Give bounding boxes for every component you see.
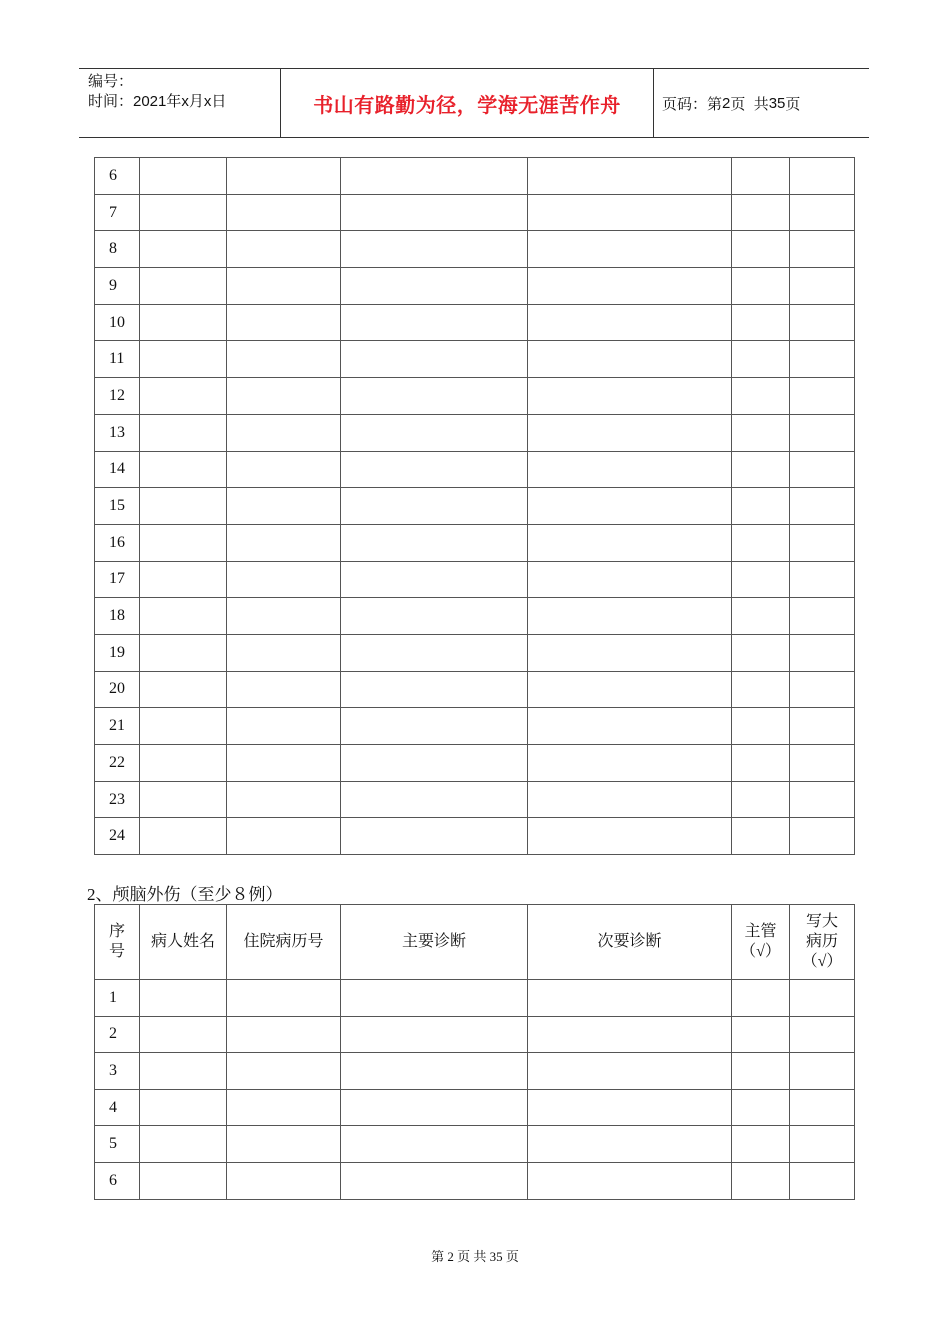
seq-cell: 21 bbox=[95, 708, 140, 745]
main-diagnosis-cell[interactable] bbox=[341, 194, 528, 231]
secondary-diagnosis-cell[interactable] bbox=[528, 451, 732, 488]
full-record-cell[interactable] bbox=[790, 781, 855, 818]
main-diagnosis-cell[interactable] bbox=[341, 1089, 528, 1126]
supervisor-cell[interactable] bbox=[732, 634, 790, 671]
secondary-diagnosis-cell[interactable] bbox=[528, 341, 732, 378]
seq-cell: 10 bbox=[95, 304, 140, 341]
supervisor-cell[interactable] bbox=[732, 378, 790, 415]
seq-cell: 13 bbox=[95, 414, 140, 451]
supervisor-cell[interactable] bbox=[732, 194, 790, 231]
table-row bbox=[95, 524, 855, 561]
supervisor-cell[interactable] bbox=[732, 598, 790, 635]
full-record-cell[interactable] bbox=[790, 818, 855, 855]
seq-cell: 24 bbox=[95, 818, 140, 855]
patient-name-cell[interactable] bbox=[140, 1016, 227, 1053]
table-row bbox=[95, 158, 855, 195]
seq-cell: 14 bbox=[95, 451, 140, 488]
patient-name-cell[interactable] bbox=[140, 268, 227, 305]
secondary-diagnosis-cell[interactable] bbox=[528, 1053, 732, 1090]
main-diagnosis-cell[interactable] bbox=[341, 304, 528, 341]
record-no-cell[interactable] bbox=[227, 194, 341, 231]
full-record-cell[interactable] bbox=[790, 231, 855, 268]
supervisor-line2: （√） bbox=[740, 943, 781, 960]
column-header-supervisor bbox=[732, 905, 790, 980]
main-diagnosis-cell[interactable] bbox=[341, 1053, 528, 1090]
supervisor-cell[interactable] bbox=[732, 268, 790, 305]
table-row bbox=[95, 634, 855, 671]
seq-cell: 12 bbox=[95, 378, 140, 415]
main-diagnosis-cell[interactable] bbox=[341, 378, 528, 415]
record-no-cell[interactable] bbox=[227, 268, 341, 305]
table-row bbox=[95, 745, 855, 782]
patient-name-cell[interactable] bbox=[140, 745, 227, 782]
table-row bbox=[95, 414, 855, 451]
secondary-diagnosis-cell[interactable] bbox=[528, 158, 732, 195]
supervisor-cell[interactable] bbox=[732, 1016, 790, 1053]
record-no-cell[interactable] bbox=[227, 451, 341, 488]
seq-cell: 7 bbox=[95, 194, 140, 231]
supervisor-cell[interactable] bbox=[732, 524, 790, 561]
secondary-diagnosis-cell[interactable] bbox=[528, 304, 732, 341]
main-diagnosis-cell[interactable] bbox=[341, 980, 528, 1017]
date-label: 时间：2021年x月x日 bbox=[88, 93, 227, 110]
main-diagnosis-cell[interactable] bbox=[341, 671, 528, 708]
supervisor-cell[interactable] bbox=[732, 231, 790, 268]
main-diagnosis-cell[interactable] bbox=[341, 451, 528, 488]
record-no-cell[interactable] bbox=[227, 598, 341, 635]
supervisor-cell[interactable] bbox=[732, 708, 790, 745]
seq-line1: 序 bbox=[108, 923, 125, 940]
patient-name-cell[interactable] bbox=[140, 1053, 227, 1090]
patient-name-cell[interactable] bbox=[140, 488, 227, 525]
full-record-cell[interactable] bbox=[790, 1126, 855, 1163]
main-diagnosis-cell[interactable] bbox=[341, 745, 528, 782]
secondary-diagnosis-cell[interactable] bbox=[528, 980, 732, 1017]
patient-name-cell[interactable] bbox=[140, 304, 227, 341]
main-diagnosis-cell[interactable] bbox=[341, 598, 528, 635]
secondary-diagnosis-cell[interactable] bbox=[528, 781, 732, 818]
secondary-diagnosis-cell[interactable] bbox=[528, 524, 732, 561]
full-record-cell[interactable] bbox=[790, 304, 855, 341]
record-no-cell[interactable] bbox=[227, 671, 341, 708]
column-header-secondary-diagnosis: 次要诊断 bbox=[528, 905, 732, 980]
patient-name-cell[interactable] bbox=[140, 1162, 227, 1199]
seq-cell: 5 bbox=[95, 1126, 140, 1163]
full-record-cell[interactable] bbox=[790, 488, 855, 525]
supervisor-cell[interactable] bbox=[732, 781, 790, 818]
full-record-cell[interactable] bbox=[790, 1162, 855, 1199]
table-row bbox=[95, 194, 855, 231]
seq-cell: 19 bbox=[95, 634, 140, 671]
table-row bbox=[95, 231, 855, 268]
column-header-main-diagnosis: 主要诊断 bbox=[341, 905, 528, 980]
secondary-diagnosis-cell[interactable] bbox=[528, 1126, 732, 1163]
record-line3: （√） bbox=[801, 953, 843, 970]
supervisor-cell[interactable] bbox=[732, 671, 790, 708]
craniocerebral-trauma-table bbox=[94, 904, 855, 1200]
column-header-record-no: 住院病历号 bbox=[227, 905, 341, 980]
column-header-patient-name: 病人姓名 bbox=[140, 905, 227, 980]
main-diagnosis-cell[interactable] bbox=[341, 341, 528, 378]
table-row bbox=[95, 671, 855, 708]
supervisor-cell[interactable] bbox=[732, 1053, 790, 1090]
patient-name-cell[interactable] bbox=[140, 341, 227, 378]
supervisor-cell[interactable] bbox=[732, 980, 790, 1017]
full-record-cell[interactable] bbox=[790, 980, 855, 1017]
patient-name-cell[interactable] bbox=[140, 451, 227, 488]
main-diagnosis-cell[interactable] bbox=[341, 1016, 528, 1053]
main-diagnosis-cell[interactable] bbox=[341, 268, 528, 305]
patient-name-cell[interactable] bbox=[140, 980, 227, 1017]
seq-cell: 20 bbox=[95, 671, 140, 708]
table-row bbox=[95, 341, 855, 378]
supervisor-cell[interactable] bbox=[732, 561, 790, 598]
table-row bbox=[95, 268, 855, 305]
table-row bbox=[95, 708, 855, 745]
secondary-diagnosis-cell[interactable] bbox=[528, 194, 732, 231]
main-diagnosis-cell[interactable] bbox=[341, 634, 528, 671]
full-record-cell[interactable] bbox=[790, 671, 855, 708]
patient-name-cell[interactable] bbox=[140, 524, 227, 561]
table-row bbox=[95, 1126, 855, 1163]
seq-cell: 2 bbox=[95, 1016, 140, 1053]
record-no-cell[interactable] bbox=[227, 634, 341, 671]
record-no-cell[interactable] bbox=[227, 561, 341, 598]
full-record-cell[interactable] bbox=[790, 158, 855, 195]
patient-name-cell[interactable] bbox=[140, 708, 227, 745]
patient-name-cell[interactable] bbox=[140, 818, 227, 855]
patient-name-cell[interactable] bbox=[140, 634, 227, 671]
full-record-cell[interactable] bbox=[790, 1016, 855, 1053]
table-header-row bbox=[95, 905, 855, 980]
seq-cell: 8 bbox=[95, 231, 140, 268]
secondary-diagnosis-cell[interactable] bbox=[528, 378, 732, 415]
page-total: 35 bbox=[768, 94, 786, 112]
seq-cell: 6 bbox=[95, 1162, 140, 1199]
patient-name-cell[interactable] bbox=[140, 158, 227, 195]
supervisor-cell[interactable] bbox=[732, 818, 790, 855]
table-row bbox=[95, 598, 855, 635]
page-mid: 页 共 bbox=[730, 95, 769, 113]
table-row bbox=[95, 1053, 855, 1090]
seq-cell: 15 bbox=[95, 488, 140, 525]
record-no-cell[interactable] bbox=[227, 1016, 341, 1053]
secondary-diagnosis-cell[interactable] bbox=[528, 818, 732, 855]
seq-cell: 22 bbox=[95, 745, 140, 782]
page-header bbox=[79, 68, 869, 138]
supervisor-cell[interactable] bbox=[732, 451, 790, 488]
secondary-diagnosis-cell[interactable] bbox=[528, 561, 732, 598]
secondary-diagnosis-cell[interactable] bbox=[528, 634, 732, 671]
patient-name-cell[interactable] bbox=[140, 598, 227, 635]
record-line1: 写大 bbox=[805, 913, 838, 930]
record-no-cell[interactable] bbox=[227, 980, 341, 1017]
header-page-info bbox=[662, 69, 800, 137]
secondary-diagnosis-cell[interactable] bbox=[528, 1016, 732, 1053]
patient-name-cell[interactable] bbox=[140, 561, 227, 598]
table-row bbox=[95, 781, 855, 818]
main-diagnosis-cell[interactable] bbox=[341, 561, 528, 598]
full-record-cell[interactable] bbox=[790, 1053, 855, 1090]
main-diagnosis-cell[interactable] bbox=[341, 708, 528, 745]
record-no-cell[interactable] bbox=[227, 158, 341, 195]
main-diagnosis-cell[interactable] bbox=[341, 818, 528, 855]
full-record-cell[interactable] bbox=[790, 634, 855, 671]
record-table-continued bbox=[94, 157, 855, 855]
column-header-full-record bbox=[790, 905, 855, 980]
patient-name-cell[interactable] bbox=[140, 194, 227, 231]
page-end: 页 bbox=[785, 95, 801, 113]
seq-cell: 3 bbox=[95, 1053, 140, 1090]
section-title: 2、颅脑外伤（至少８例） bbox=[87, 885, 283, 904]
full-record-cell[interactable] bbox=[790, 745, 855, 782]
record-no-cell[interactable] bbox=[227, 304, 341, 341]
main-diagnosis-cell[interactable] bbox=[341, 1162, 528, 1199]
table-row bbox=[95, 304, 855, 341]
seq-line2: 号 bbox=[108, 943, 125, 960]
record-no-cell[interactable] bbox=[227, 231, 341, 268]
secondary-diagnosis-cell[interactable] bbox=[528, 268, 732, 305]
full-record-cell[interactable] bbox=[790, 708, 855, 745]
supervisor-cell[interactable] bbox=[732, 1089, 790, 1126]
record-no-cell[interactable] bbox=[227, 1162, 341, 1199]
record-line2: 病历 bbox=[805, 933, 838, 950]
supervisor-cell[interactable] bbox=[732, 488, 790, 525]
full-record-cell[interactable] bbox=[790, 194, 855, 231]
table-row bbox=[95, 980, 855, 1017]
patient-name-cell[interactable] bbox=[140, 1126, 227, 1163]
main-diagnosis-cell[interactable] bbox=[341, 524, 528, 561]
secondary-diagnosis-cell[interactable] bbox=[528, 414, 732, 451]
record-no-cell[interactable] bbox=[227, 414, 341, 451]
record-no-cell[interactable] bbox=[227, 818, 341, 855]
main-diagnosis-cell[interactable] bbox=[341, 158, 528, 195]
page-footer: 第 2 页 共 35 页 bbox=[431, 1249, 519, 1264]
seq-cell: 11 bbox=[95, 341, 140, 378]
full-record-cell[interactable] bbox=[790, 414, 855, 451]
record-no-cell[interactable] bbox=[227, 1089, 341, 1126]
seq-cell: 9 bbox=[95, 268, 140, 305]
patient-name-cell[interactable] bbox=[140, 414, 227, 451]
patient-name-cell[interactable] bbox=[140, 781, 227, 818]
table-row bbox=[95, 561, 855, 598]
seq-cell: 16 bbox=[95, 524, 140, 561]
secondary-diagnosis-cell[interactable] bbox=[528, 671, 732, 708]
seq-cell: 6 bbox=[95, 158, 140, 195]
secondary-diagnosis-cell[interactable] bbox=[528, 745, 732, 782]
supervisor-cell[interactable] bbox=[732, 1126, 790, 1163]
full-record-cell[interactable] bbox=[790, 1089, 855, 1126]
column-header-seq bbox=[95, 905, 140, 980]
record-no-cell[interactable] bbox=[227, 524, 341, 561]
secondary-diagnosis-cell[interactable] bbox=[528, 231, 732, 268]
page-current: 2 bbox=[722, 94, 731, 112]
main-diagnosis-cell[interactable] bbox=[341, 781, 528, 818]
secondary-diagnosis-cell[interactable] bbox=[528, 708, 732, 745]
record-no-cell[interactable] bbox=[227, 488, 341, 525]
table-row bbox=[95, 1162, 855, 1199]
supervisor-cell[interactable] bbox=[732, 745, 790, 782]
secondary-diagnosis-cell[interactable] bbox=[528, 488, 732, 525]
full-record-cell[interactable] bbox=[790, 378, 855, 415]
full-record-cell[interactable] bbox=[790, 561, 855, 598]
table-row bbox=[95, 1089, 855, 1126]
seq-cell: 17 bbox=[95, 561, 140, 598]
record-no-cell[interactable] bbox=[227, 708, 341, 745]
supervisor-cell[interactable] bbox=[732, 1162, 790, 1199]
secondary-diagnosis-cell[interactable] bbox=[528, 1162, 732, 1199]
main-diagnosis-cell[interactable] bbox=[341, 414, 528, 451]
secondary-diagnosis-cell[interactable] bbox=[528, 598, 732, 635]
header-meta bbox=[88, 72, 226, 112]
record-no-cell[interactable] bbox=[227, 781, 341, 818]
record-no-cell[interactable] bbox=[227, 378, 341, 415]
patient-name-cell[interactable] bbox=[140, 671, 227, 708]
header-divider bbox=[653, 69, 654, 137]
full-record-cell[interactable] bbox=[790, 451, 855, 488]
table-row bbox=[95, 378, 855, 415]
supervisor-cell[interactable] bbox=[732, 158, 790, 195]
table-row bbox=[95, 818, 855, 855]
patient-name-cell[interactable] bbox=[140, 231, 227, 268]
supervisor-line1: 主管 bbox=[744, 923, 777, 940]
supervisor-cell[interactable] bbox=[732, 414, 790, 451]
table-row bbox=[95, 451, 855, 488]
record-no-cell[interactable] bbox=[227, 1126, 341, 1163]
secondary-diagnosis-cell[interactable] bbox=[528, 1089, 732, 1126]
main-diagnosis-cell[interactable] bbox=[341, 488, 528, 525]
full-record-cell[interactable] bbox=[790, 268, 855, 305]
seq-cell: 18 bbox=[95, 598, 140, 635]
full-record-cell[interactable] bbox=[790, 341, 855, 378]
patient-name-cell[interactable] bbox=[140, 1089, 227, 1126]
record-table-body bbox=[95, 158, 855, 855]
seq-cell: 23 bbox=[95, 781, 140, 818]
record-no-cell[interactable] bbox=[227, 745, 341, 782]
supervisor-cell[interactable] bbox=[732, 304, 790, 341]
seq-cell: 4 bbox=[95, 1089, 140, 1126]
record-no-cell[interactable] bbox=[227, 341, 341, 378]
page-label: 页码：第 bbox=[662, 95, 723, 113]
patient-name-cell[interactable] bbox=[140, 378, 227, 415]
main-diagnosis-cell[interactable] bbox=[341, 1126, 528, 1163]
full-record-cell[interactable] bbox=[790, 598, 855, 635]
craniocerebral-trauma-body bbox=[95, 980, 855, 1200]
table-row bbox=[95, 1016, 855, 1053]
serial-label: 编号： bbox=[88, 73, 134, 90]
supervisor-cell[interactable] bbox=[732, 341, 790, 378]
header-motto: 书山有路勤为径，学海无涯苦作舟 bbox=[313, 92, 621, 117]
full-record-cell[interactable] bbox=[790, 524, 855, 561]
seq-cell: 1 bbox=[95, 980, 140, 1017]
table-row bbox=[95, 488, 855, 525]
record-no-cell[interactable] bbox=[227, 1053, 341, 1090]
main-diagnosis-cell[interactable] bbox=[341, 231, 528, 268]
